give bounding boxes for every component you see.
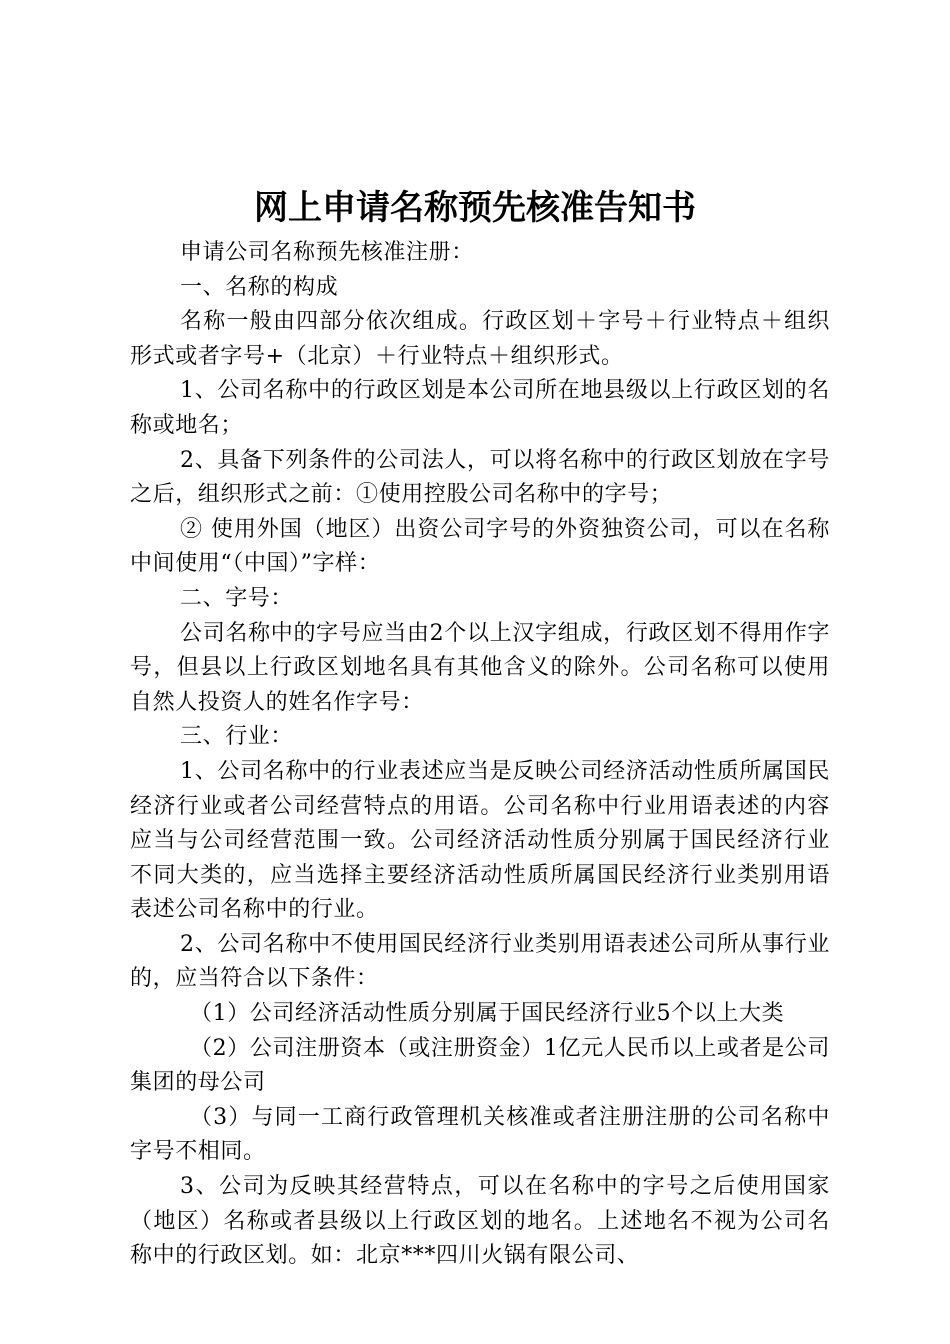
paragraph: ② 使用外国（地区）出资公司字号的外资独资公司，可以在名称中间使用“（中国）”字样： bbox=[130, 516, 830, 577]
paragraph: 名称一般由四部分依次组成。行政区划＋字号＋行业特点＋组织形式或者字号+（北京）＋行业特点＋组织形式。 bbox=[130, 309, 830, 369]
paragraph: 申请公司名称预先核准注册： bbox=[180, 240, 474, 265]
list-item: （1）公司经济活动性质分别属于国民经济行业5个以上大类 bbox=[190, 1001, 785, 1027]
paragraph: 2、具备下列条件的公司法人，可以将名称中的行政区划放在字号之后，组织形式之前：①使用控股公司名称中的字号； bbox=[130, 447, 830, 508]
list-item: （3）与同一工商行政管理机关核准或者注册注册的公司名称中字号不相同。 bbox=[130, 1104, 830, 1165]
section-heading: 二、字号： bbox=[180, 585, 294, 611]
section-heading: 一、名称的构成 bbox=[180, 274, 339, 300]
paragraph: 1、公司名称中的行政区划是本公司所在地县级以上行政区划的名称或地名； bbox=[130, 378, 830, 438]
list-item: （2）公司注册资本（或注册资金）1亿元人民币以上或者是公司集团的母公司 bbox=[130, 1035, 830, 1096]
paragraph: 1、公司名称中的行业表述应当是反映公司经济活动性质所属国民经济行业或者公司经营特点的用语。公司名称中行业用语表述的内容应当与公司经营范围一致。公司经济活动性质分别属于国民经济行业不同大类的，应当选择主要经济活动性质所属国民经济行业类别用语表述公司名称中的行业。 bbox=[130, 758, 830, 923]
paragraph: 公司名称中的字号应当由2个以上汉字组成，行政区划不得用作字号，但县以上行政区划地名具有其他含义的除外。公司名称可以使用自然人投资人的姓名作字号： bbox=[130, 620, 830, 715]
paragraph: 3、公司为反映其经营特点，可以在名称中的字号之后使用国家（地区）名称或者县级以上行政区划的地名。上述地名不视为公司名称中的行政区划。如：北京***四川火锅有限公司、 bbox=[130, 1174, 830, 1269]
document-body bbox=[130, 236, 830, 1274]
paragraph: 2、公司名称中不使用国民经济行业类别用语表述公司所从事行业的，应当符合以下条件： bbox=[130, 931, 830, 992]
section-heading: 三、行业： bbox=[180, 724, 294, 750]
document-title: 网上申请名称预先核准告知书 bbox=[254, 188, 696, 228]
